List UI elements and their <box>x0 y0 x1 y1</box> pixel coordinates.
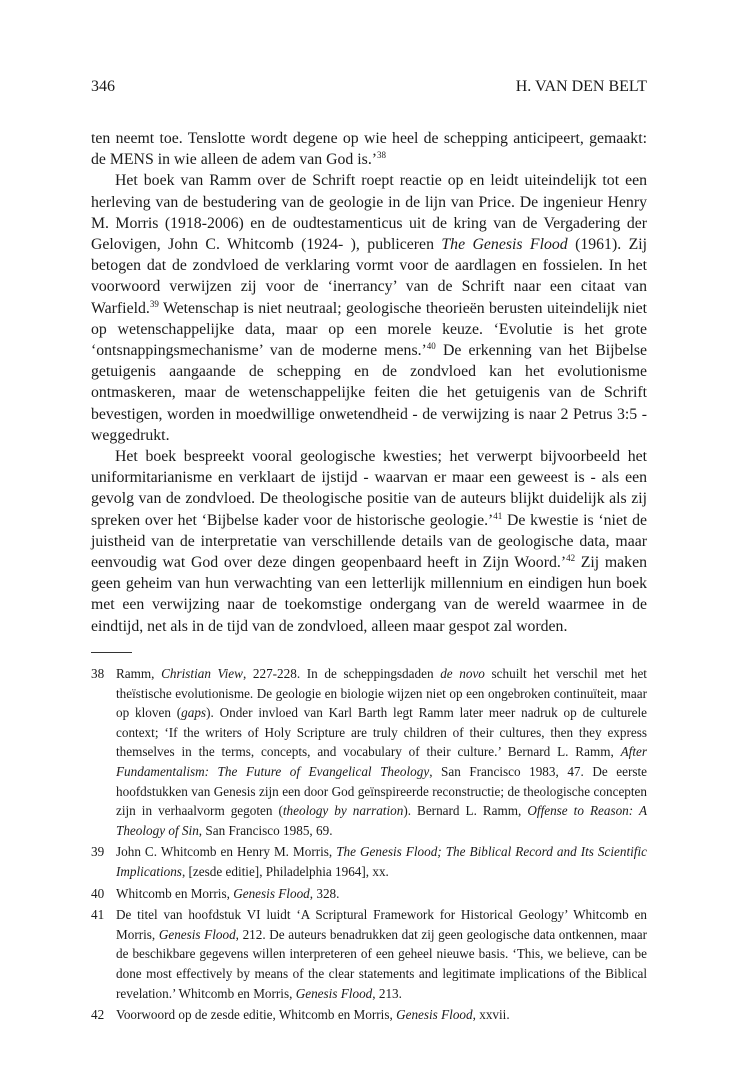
footnote-text: John C. Whitcomb en Henry M. Morris, The Genesis Flood; The Biblical Record and Its Scientific Implications, [zesde editie], Philadelphia 1964], xx. <box>116 844 647 879</box>
footnote-text: Voorwoord op de zesde editie, Whitcomb en Morris, Genesis Flood, xxvii. <box>116 1007 510 1023</box>
footnote-38 <box>91 664 647 840</box>
footnotes <box>91 664 647 1027</box>
running-head-author: H. VAN DEN BELT <box>515 78 647 95</box>
footnote-number: 38 <box>91 666 105 681</box>
footnote-ref-39[interactable]: 39 <box>149 298 159 309</box>
paragraph-2: Het boek van Ramm over de Schrift roept reactie op en leidt uiteindelijk tot een herleving van de bestudering van de geologie in de lijn van Price. De ingenieur Henry M. Morris (1918-2006) en de oudtestamenticus uit de kring van de Vergadering der Gelovigen, John C. Whitcomb (1924- ), publiceren The Genesis Flood (1961). Zij betogen dat de zondvloed de verklaring vormt voor de aardlagen en fossielen. In het voorwoord verwijzen zij voor de ‘inerrancy’ van de Schrift naar een citaat van Warfield.$^{39}$ Wetenschap is niet neutraal; geologische theorieën berusten uiteindelijk niet op wetenschappelijke data, maar op een morele keuze. ‘Evolutie is het grote ‘ontsnappingsmechanisme’ van de moderne mens.’$^{40}$ De erkenning van het Bijbelse getuigenis aangaande de schepping en de zondvloed kan het evolutionisme ontmaskeren, maar de wetenschappelijke feiten die het getuigenis van de Schrift bevestigen, worden in moedwillige onwetendheid - de verwijzing is naar 2 Petrus 3:5 - weggedrukt. <box>91 172 647 444</box>
footnote-ref-40[interactable]: 40 <box>426 341 436 352</box>
footnote-ref-38[interactable]: 38 <box>377 150 387 161</box>
body-text <box>91 128 647 637</box>
page-number: 346 <box>91 78 115 95</box>
footnote-39 <box>91 842 647 881</box>
paragraph-3: Het boek bespreekt vooral geologische kwesties; het verwerpt bijvoorbeeld het uniformitarianisme en verklaart de ijstijd - waarvan er maar een geweest is - als een gevolg van de zondvloed. De theologische positie van de auteurs blijkt duidelijk als zij spreken over het ‘Bijbelse kader voor de historische geologie.’$^{41}$ De kwestie is ‘niet de juistheid van de interpretatie van verschillende details van de geologische data, maar eenvoudig wat God over deze dingen geopenbaard heeft in Zijn Woord.’$^{42}$ Zij maken geen geheim van hun verwachting van een letterlijk millennium en eindigen hun boek met een verwijzing naar de toekomstige ondergang van de wereld waarmee in de eindtijd, net als in de tijd van de zondvloed, alleen maar gespot zal worden. <box>91 448 647 635</box>
footnote-number: 40 <box>91 885 105 901</box>
footnote-number: 39 <box>91 844 105 860</box>
footnote-40 <box>91 884 647 904</box>
footnote-42 <box>91 1005 647 1025</box>
running-header <box>91 78 647 100</box>
footnote-number: 41 <box>91 907 105 923</box>
footnote-separator <box>91 652 132 653</box>
footnote-text: Ramm, Christian View, 227-228. In de scheppingsdaden de novo schuilt het verschil met het theïstische evolutionisme. De geologie en biologie wijzen niet op een ongebroken continuïteit, maar op kloven (gaps). Onder invloed van Karl Barth legt Ramm later meer nadruk op de culturele context; ‘If the writers of Holy Scripture are truly children of their cultures, then they express themselves in the terms, concepts, and vocabulary of their culture.’ Bernard L. Ramm, After Fundamentalism: The Future of Evangelical Theology, San Francisco 1983, 47. De eerste hoofdstukken van Genesis zijn een door God geïnspireerde reconstructie; de theologische concepten zijn in verhaalvorm gegoten (theology by narration). Bernard L. Ramm, Offense to Reason: A Theology of Sin, San Francisco 1985, 69. <box>116 666 647 838</box>
footnote-text: Whitcomb en Morris, Genesis Flood, 328. <box>116 885 340 901</box>
footnote-41 <box>91 905 647 1003</box>
footnote-ref-41[interactable]: 41 <box>493 510 503 521</box>
footnote-text: De titel van hoofdstuk VI luidt ‘A Scriptural Framework for Historical Geology’ Whitcomb en Morris, Genesis Flood, 212. De auteurs benadrukken dat zij geen geologische data ontkennen, maar de beschikbare gegevens willen interpreteren of een geheel nieuwe basis. ‘This, we believe, can be done most effectively by means of the clear statements and legitimate implications of the Biblical revelation.’ Whitcomb en Morris, Genesis Flood, 213. <box>116 907 647 1001</box>
footnote-number: 42 <box>91 1007 105 1023</box>
book-title: The Genesis Flood <box>441 236 568 254</box>
paragraph-1: ten neemt toe. Tenslotte wordt degene op wie heel de schepping anticipeert, gemaakt: de MENS in wie alleen de adem van God is.’$^{38}$ <box>91 130 647 169</box>
footnote-ref-42[interactable]: 42 <box>566 553 576 564</box>
